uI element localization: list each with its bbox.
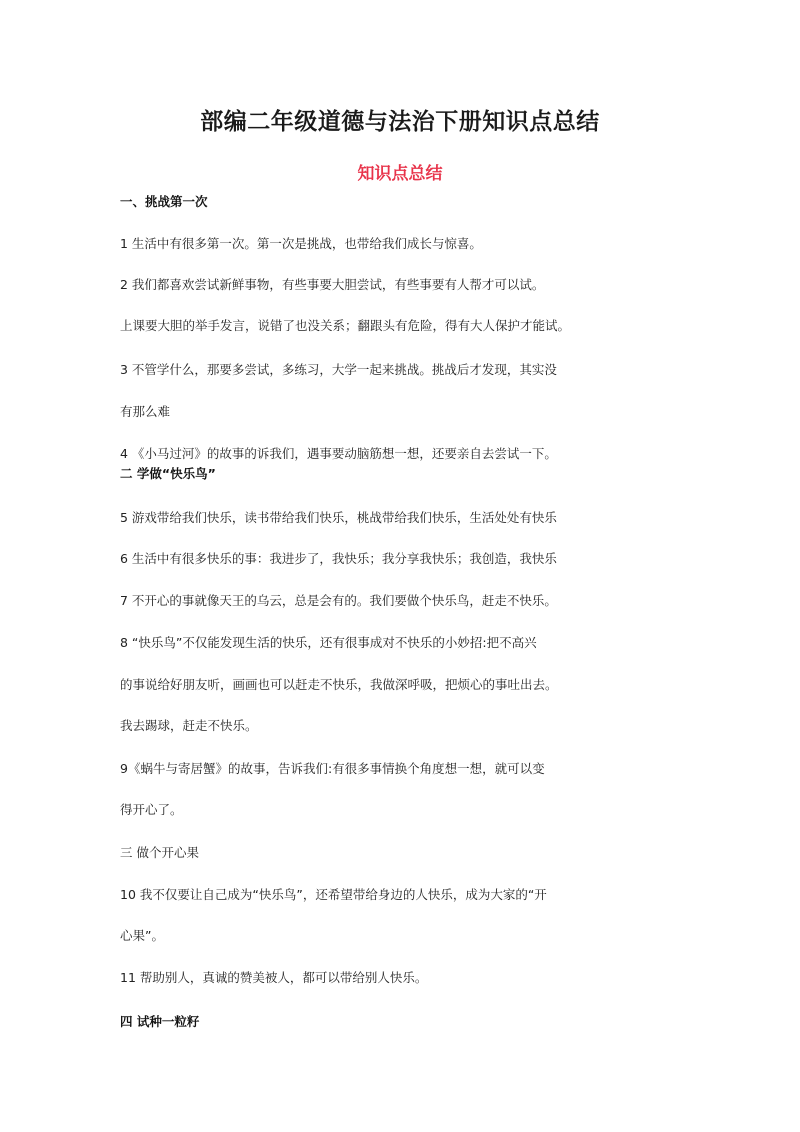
page-title: 部编二年级道德与法治下册知识点总结 [200, 109, 600, 135]
section-heading-3: 三 做个开心果 [120, 845, 199, 860]
text-line: 4 《小马过河》的故事的诉我们，遇事要动脑筋想一想，还要亲自去尝试一下。 [120, 446, 557, 461]
text-line: 心果”。 [120, 928, 164, 943]
text-line: 9《蜗牛与寄居蟹》的故事，告诉我们:有很多事情换个角度想一想，就可以变 [120, 761, 545, 776]
section-heading-4: 四 试种一粒籽 [120, 1014, 200, 1029]
text-line: 的事说给好朋友听，画画也可以赶走不快乐，我做深呼吸，把烦心的事吐出去。 [120, 677, 558, 692]
text-line: 8 “快乐鸟”不仅能发现生活的快乐，还有很事成对不快乐的小妙招:把不高兴 [120, 635, 537, 650]
text-line: 11 帮助别人，真诚的赞美被人，都可以带给别人快乐。 [120, 970, 428, 985]
text-line: 3 不管学什么，那要多尝试，多练习，大学一起来挑战。挑战后才发现，其实没 [120, 362, 557, 377]
text-line: 6 生活中有很多快乐的事：我进步了，我快乐；我分享我快乐；我创造，我快乐 [120, 551, 557, 566]
text-line: 得开心了。 [120, 802, 183, 817]
text-line: 1 生活中有很多第一次。第一次是挑战，也带给我们成长与惊喜。 [120, 236, 482, 251]
text-line: 5 游戏带给我们快乐，读书带给我们快乐，桃战带给我们快乐，生活处处有快乐 [120, 510, 557, 525]
text-line: 上课要大胆的举手发言，说错了也没关系；翻跟头有危险，得有大人保护才能试。 [120, 318, 571, 333]
text-line: 2 我们都喜欢尝试新鲜事物，有些事要大胆尝试，有些事要有人帮才可以试。 [120, 277, 545, 292]
text-line: 有那么难 [120, 404, 171, 419]
section-subtitle: 知识点总结 [357, 164, 443, 184]
text-line: 7 不开心的事就像天王的乌云，总是会有的。我们要做个快乐鸟，赶走不快乐。 [120, 593, 557, 608]
text-line: 10 我不仅要让自己成为“快乐鸟”，还希望带给身边的人快乐，成为大家的“开 [120, 887, 547, 902]
section-heading-1: 一、挑战第一次 [120, 194, 208, 209]
text-line: 我去踢球，赶走不快乐。 [120, 718, 258, 733]
section-heading-2: 二 学做“快乐鸟” [120, 466, 216, 481]
